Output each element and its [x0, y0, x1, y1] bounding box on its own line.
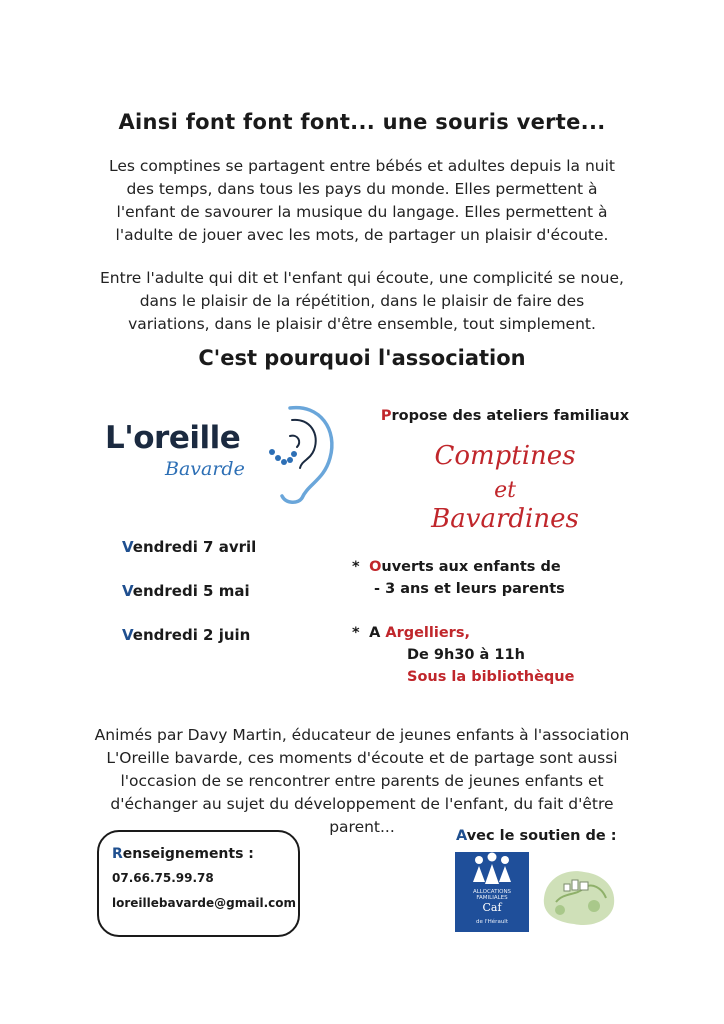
workshop-info [352, 556, 652, 688]
paragraph-line: Les comptines se partagent entre bébés et adultes depuis la nuit [108, 157, 616, 175]
info-line: Sous la bibliothèque [407, 669, 575, 685]
info-line: De 9h30 à 11h [407, 647, 525, 663]
ear-icon [250, 400, 340, 505]
contact-title: Renseignements : [112, 846, 254, 862]
logo-name: L'oreille [105, 420, 241, 456]
intro-paragraph [70, 155, 654, 247]
paragraph-line: dans le plaisir de la répétition, dans le plaisir de faire des [139, 292, 585, 310]
caf-logo [455, 852, 529, 932]
partner-map-logo [536, 858, 622, 930]
info-line: * Ouverts aux enfants de [352, 559, 561, 575]
caf-small-text: FAMILIALES [476, 895, 508, 901]
workshop-name-3: Bavardines [431, 504, 579, 534]
paragraph-line: Animés par Davy Martin, éducateur de jeunes enfants à l'association [94, 726, 630, 744]
info-line: * A Argelliers, [352, 625, 470, 641]
contact-box [97, 830, 300, 937]
family-icon [455, 852, 529, 888]
second-paragraph [70, 267, 654, 336]
propose-line: Propose des ateliers familiaux [380, 408, 630, 424]
workshop-name-1: Comptines [434, 441, 576, 471]
paragraph-line: l'enfant de savourer la musique du langage. Elles permettent à [116, 203, 608, 221]
info-line: - 3 ans et leurs parents [374, 581, 565, 597]
oreille-bavarde-logo [100, 400, 330, 510]
section-subtitle: C'est pourquoi l'association [198, 346, 526, 370]
paragraph-line: variations, dans le plaisir d'être ensemble, tout simplement. [128, 315, 596, 333]
date-item: Vendredi 5 mai [122, 582, 250, 600]
workshop-name-2: et [494, 478, 516, 503]
paragraph-line: l'adulte de jouer avec les mots, de partager un plaisir d'écoute. [115, 226, 609, 244]
paragraph-line: l'occasion de se rencontrer entre parents de jeunes enfants et [120, 772, 604, 790]
logo-subtitle: Bavarde [165, 458, 245, 480]
contact-phone: 07.66.75.99.78 [112, 871, 214, 885]
caf-small-text: de l'Hérault [476, 919, 508, 925]
paragraph-line: d'échanger au sujet du développement de l'enfant, du fait d'être [110, 795, 614, 813]
paragraph-line: parent... [329, 818, 395, 836]
closing-paragraph [70, 724, 654, 839]
date-item: Vendredi 7 avril [122, 538, 257, 556]
support-label: Avec le soutien de : [456, 828, 617, 844]
date-item: Vendredi 2 juin [122, 626, 251, 644]
caf-title: Caf [482, 901, 502, 914]
paragraph-line: L'Oreille bavarde, ces moments d'écoute et de partage sont aussi [106, 749, 618, 767]
workshop-block [340, 408, 670, 534]
page-title: Ainsi font font font... une souris verte... [118, 110, 606, 134]
paragraph-line: Entre l'adulte qui dit et l'enfant qui écoute, une complicité se noue, [100, 269, 624, 287]
dates-list [122, 538, 352, 670]
caf-small-text: ALLOCATIONS [472, 889, 512, 895]
paragraph-line: des temps, dans tous les pays du monde. Elles permettent à [126, 180, 598, 198]
contact-email: loreillebavarde@gmail.com [112, 896, 296, 910]
